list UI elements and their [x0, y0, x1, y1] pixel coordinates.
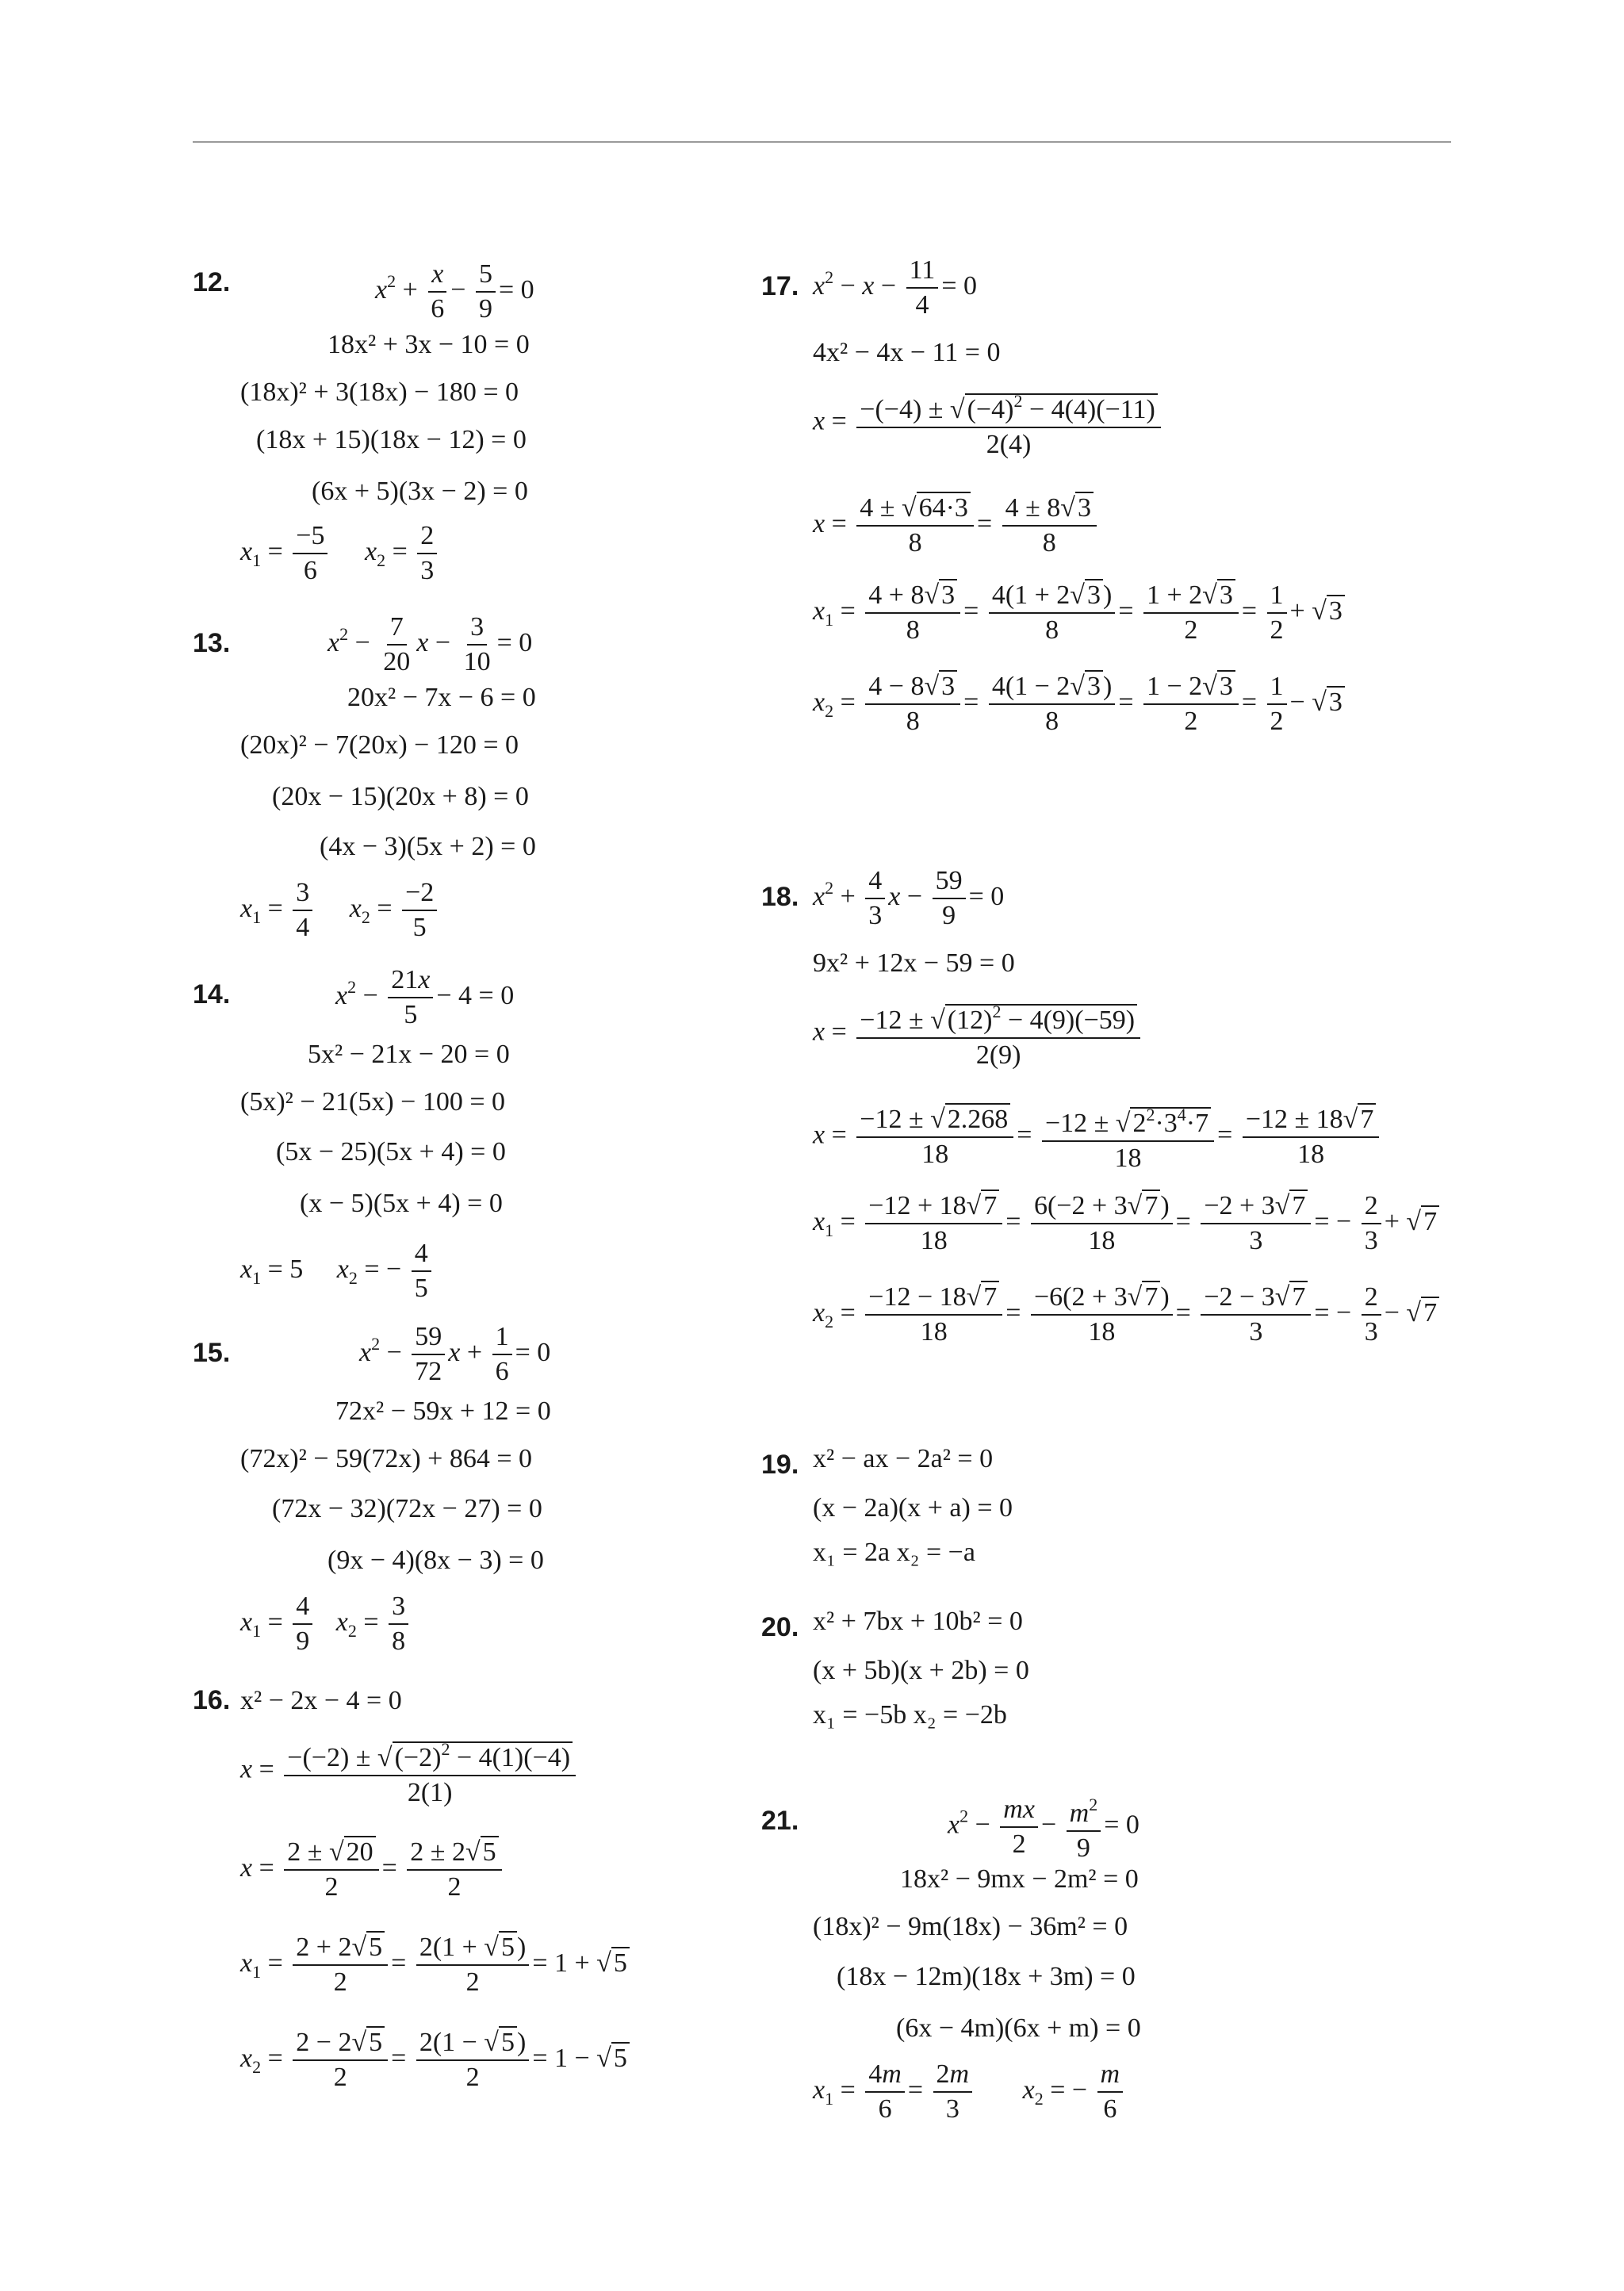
- problem-number: 21.: [761, 1806, 799, 1836]
- equation-line: (20x − 15)(20x + 8) = 0: [272, 782, 529, 811]
- equation-line: (20x)² − 7(20x) − 120 = 0: [240, 730, 519, 760]
- equation-line: (18x − 12m)(18x + 3m) = 0: [837, 1962, 1136, 1991]
- equation-line: x = $\frac{2 \pm √20}{2}$ = $\frac{2 \pm 2√5}{2}$: [240, 1836, 505, 1904]
- problem-number: 14.: [193, 979, 231, 1009]
- problem-number: 18.: [761, 882, 799, 912]
- equation-line: (x − 5)(5x + 4) = 0: [300, 1189, 503, 1218]
- equation-line: 18x² + 3x − 10 = 0: [327, 330, 530, 359]
- equation-line: (6x − 4m)(6x + m) = 0: [896, 2013, 1141, 2043]
- equation-line: (x − 2a)(x + a) = 0: [813, 1493, 1013, 1523]
- solution-line: $x_1$ = $\frac{3}{4}$ $x_2$ = $\frac{-2}{5}$: [240, 876, 440, 944]
- equation-line: 18x² − 9mx − 2m² = 0: [900, 1864, 1139, 1894]
- solution-line: x₁ = 2a x₂ = −a: [813, 1538, 975, 1567]
- equation-line: $x_1$ = $\frac{4 + 8√3}{8}$ = $\frac{4(1 + 2√3)}{8}$ = $\frac{1 + 2√3}{2}$ = $\frac{1}{2}$ + √3: [813, 579, 1345, 647]
- equation-line: 9x² + 12x − 59 = 0: [813, 948, 1015, 978]
- equation-line: (6x + 5)(3x − 2) = 0: [312, 477, 528, 506]
- equation-line: x = $\frac{4 \pm √64\cdot 3}{8}$ = $\frac{4 \pm 8√3}{8}$: [813, 492, 1100, 560]
- equation-line: 4x² − 4x − 11 = 0: [813, 338, 1001, 367]
- solution-line: $x_1 = 5$ $x_2$ = − $\frac{4}{5}$: [240, 1237, 435, 1305]
- problem-number: 19.: [761, 1450, 799, 1480]
- equation-line: $x^2$ − $\frac{21x}{5}$ − 4 = 0: [335, 965, 515, 1029]
- equation-line: $x_1$ = $\frac{2 + 2√5}{2}$ = $\frac{2(1 + √5)}{2}$ = 1 + √5: [240, 1931, 630, 1999]
- equation-line: (72x)² − 59(72x) + 864 = 0: [240, 1444, 533, 1473]
- equation-line: (18x)² − 9m(18x) − 36m² = 0: [813, 1912, 1128, 1941]
- equation-line: (4x − 3)(5x + 2) = 0: [320, 832, 536, 861]
- problem-number: 17.: [761, 271, 799, 301]
- problem-number: 20.: [761, 1612, 799, 1642]
- equation-line: (x + 5b)(x + 2b) = 0: [813, 1656, 1029, 1685]
- equation-line: x² + 7bx + 10b² = 0: [813, 1607, 1023, 1636]
- equation-line: x = $\frac{-(-2) \pm √(-2)^2 - 4(1)(-4)}{2(1)}$: [240, 1733, 579, 1810]
- equation-line: 72x² − 59x + 12 = 0: [335, 1396, 551, 1426]
- equation-line: (72x − 32)(72x − 27) = 0: [272, 1494, 542, 1523]
- equation-line: (18x + 15)(18x − 12) = 0: [256, 425, 527, 454]
- equation-line: 20x² − 7x − 6 = 0: [347, 683, 536, 712]
- equation-line: $x_2$ = $\frac{-12 - 18√7}{18}$ = $\frac{-6(2 + 3√7)}{18}$ = $\frac{-2 - 3√7}{3}$ = − $\frac{2}{3}$ − √7: [813, 1281, 1439, 1349]
- equation-line: x² − 2x − 4 = 0: [240, 1686, 402, 1715]
- problem-number: 12.: [193, 267, 231, 297]
- equation-line: (5x)² − 21(5x) − 100 = 0: [240, 1087, 506, 1117]
- equation-line: $x_2$ = $\frac{2 - 2√5}{2}$ = $\frac{2(1 - √5)}{2}$ = 1 − √5: [240, 2026, 630, 2094]
- header-rule: [193, 141, 1451, 143]
- equation-line: $x^2$ − $\frac{7}{20}$ x − $\frac{3}{10}$ = 0: [327, 612, 533, 676]
- solution-line: $x_1$ = $\frac{-5}{6}$ $x_2$ = $\frac{2}{3}$: [240, 519, 440, 588]
- problem-number: 15.: [193, 1338, 231, 1368]
- equation-line: 5x² − 21x − 20 = 0: [308, 1040, 510, 1069]
- problem-number: 13.: [193, 628, 231, 658]
- equation-line: (9x − 4)(8x − 3) = 0: [327, 1546, 544, 1575]
- equation-line: $x^2$ − $\frac{mx}{2}$ − $\frac{m^2}{9}$ = 0: [948, 1788, 1139, 1865]
- equation-line: x = $\frac{-12 \pm √2.268}{18}$ = $\frac{-12 \pm √2^2\cdot 3^4\cdot 7}{18}$ = $\frac{-12 \pm 18√7}{18}$: [813, 1098, 1382, 1175]
- equation-line: $x^2$ + $\frac{x}{6}$ − $\frac{5}{9}$ = 0: [375, 259, 534, 324]
- equation-line: x = $\frac{-12 \pm √(12)^2 - 4(9)(-59)}{2(9)}$: [813, 995, 1143, 1072]
- equation-line: (5x − 25)(5x + 4) = 0: [276, 1137, 506, 1167]
- equation-line: $x^2$ + $\frac{4}{3}$ x − $\frac{59}{9}$ = 0: [813, 866, 1005, 930]
- equation-line: $x_2$ = $\frac{4 - 8√3}{8}$ = $\frac{4(1 - 2√3)}{8}$ = $\frac{1 - 2√3}{2}$ = $\frac{1}{2}$ − √3: [813, 670, 1345, 738]
- equation-line: x² − ax − 2a² = 0: [813, 1444, 994, 1473]
- equation-line: $x^2 - x$ − $\frac{11}{4}$ = 0: [813, 255, 977, 320]
- equation-line: (18x)² + 3(18x) − 180 = 0: [240, 377, 519, 407]
- equation-line: x = $\frac{-(-4) \pm √(-4)^2 - 4(4)(-11)}{2(4)}$: [813, 385, 1164, 462]
- solution-line: x₁ = −5b x₂ = −2b: [813, 1700, 1007, 1730]
- solution-line: $x_1$ = $\frac{4m}{6}$ = $\frac{2m}{3}$ $x_2$ = − $\frac{m}{6}$: [813, 2058, 1126, 2126]
- equation-line: $x_1$ = $\frac{-12 + 18√7}{18}$ = $\frac{6(-2 + 3√7)}{18}$ = $\frac{-2 + 3√7}{3}$ = − $\frac{2}{3}$ + √7: [813, 1190, 1439, 1258]
- problem-number: 16.: [193, 1685, 231, 1715]
- equation-line: $x^2$ − $\frac{59}{72}$ x + $\frac{1}{6}$ = 0: [359, 1322, 551, 1386]
- solution-line: $x_1$ = $\frac{4}{9}$ $x_2$ = $\frac{3}{8}$: [240, 1590, 412, 1658]
